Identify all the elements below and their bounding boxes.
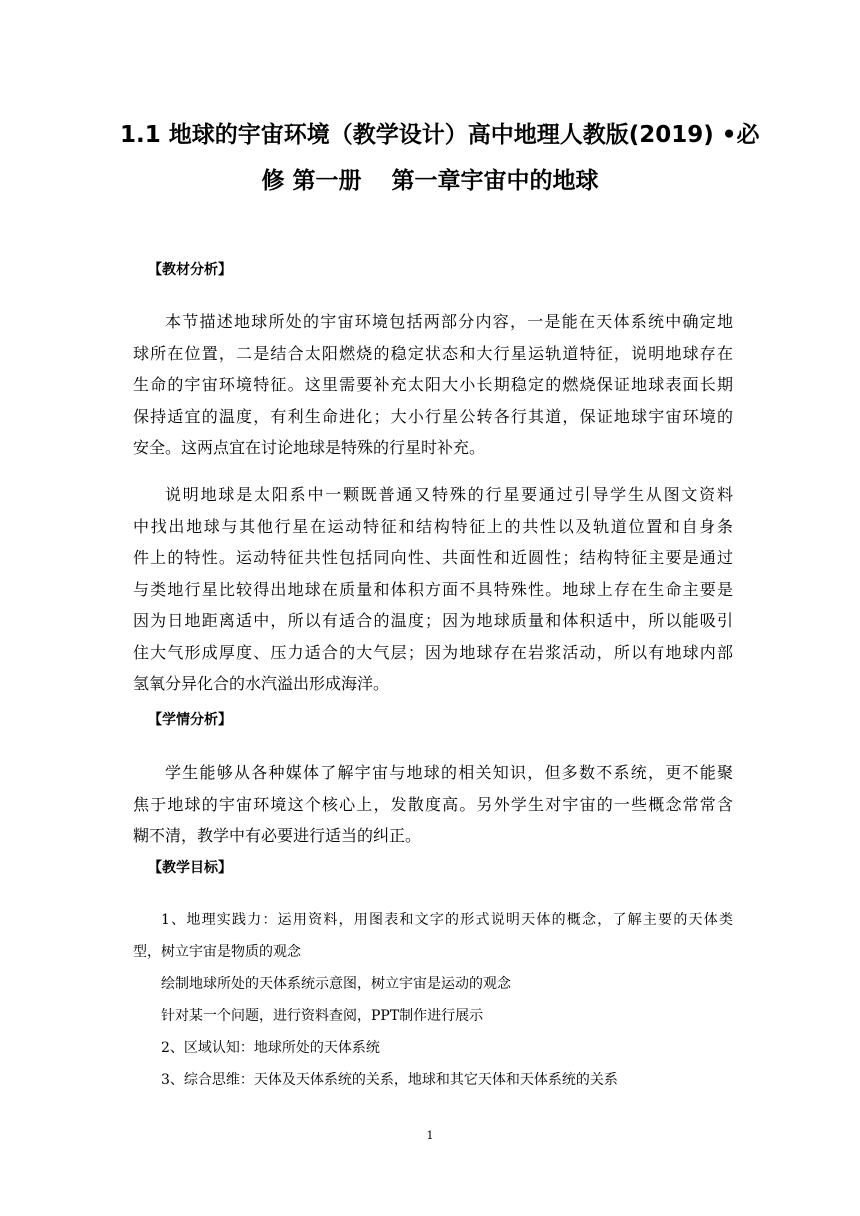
text-line: 件上的特性。运动特征共性包括同向性、共面性和近圆性；结构特征主要是通过 [133, 548, 733, 567]
text-line: 因为日地距离适中，所以有适合的温度；因为地球质量和体积适中，所以能吸引 [133, 611, 733, 630]
goal-line: 2、区域认知：地球所处的天体系统 [161, 1040, 380, 1056]
text-line: 安全。这两点宜在讨论地球是特殊的行星时补充。 [133, 438, 486, 457]
text-line: 焦于地球的宇宙环境这个核心上，发散度高。另外学生对宇宙的一些概念常常含 [133, 794, 733, 814]
title-line-2-part-a: 修 第一册 [261, 168, 362, 194]
goal-line: 型，树立宇宙是物质的观念 [133, 944, 301, 960]
page-number: 1 [426, 1129, 434, 1142]
title-line-1: 1.1 地球的宇宙环境（教学设计）高中地理人教版(2019) •必 [120, 122, 760, 148]
text-line: 氢氧分异化合的水汽溢出形成海洋。 [133, 674, 390, 693]
text-line: 生命的宇宙环境特征。这里需要补充太阳大小长期稳定的燃烧保证地球表面长期 [133, 375, 733, 394]
text-line: 中找出地球与其他行星在运动特征和结构特征上的共性以及轨道位置和自身条 [133, 516, 733, 536]
text-line: 保持适宜的温度，有利生命进化；大小行星公转各行其道，保证地球宇宙环境的 [133, 406, 733, 426]
goal-line: 1、地理实践力：运用资料，用图表和文字的形式说明天体的概念，了解主要的天体类 [161, 912, 733, 928]
title-line-2 [120, 158, 740, 204]
goal-line: 绘制地球所处的天体系统示意图，树立宇宙是运动的观念 [161, 976, 511, 992]
text-line: 糊不清，教学中有必要进行适当的纠正。 [133, 826, 422, 845]
text-line: 与类地行星比较得出地球在质量和体积方面不具特殊性。地球上存在生命主要是 [133, 579, 733, 599]
goal-line: 针对某一个问题，进行资料查阅，PPT制作进行展示 [161, 1008, 484, 1024]
paragraph-student-1 [133, 757, 733, 852]
document-title [120, 112, 760, 204]
heading-material-analysis: 【教材分析】 [148, 262, 232, 278]
text-line: 住大气形成厚度、压力适合的大气层；因为地球存在岩浆活动，所以有地球内部 [133, 642, 733, 662]
goal-line: 3、综合思维：天体及天体系统的关系，地球和其它天体和天体系统的关系 [161, 1072, 618, 1088]
heading-teaching-goals: 【教学目标】 [148, 860, 232, 876]
title-line-2-part-b: 第一章宇宙中的地球 [391, 168, 599, 194]
list-teaching-goals [133, 904, 733, 1096]
paragraph-material-2 [133, 479, 733, 700]
text-line: 本节描述地球所处的宇宙环境包括两部分内容，一是能在天体系统中确定地 [165, 312, 733, 331]
text-line: 学生能够从各种媒体了解宇宙与地球的相关知识，但多数不系统，更不能聚 [165, 763, 733, 782]
heading-student-analysis: 【学情分析】 [148, 712, 232, 728]
paragraph-material-1 [133, 306, 733, 464]
text-line: 球所在位置，二是结合太阳燃烧的稳定状态和大行星运轨道特征，说明地球存在 [133, 343, 733, 363]
text-line: 说明地球是太阳系中一颗既普通又特殊的行星要通过引导学生从图文资料 [165, 485, 733, 504]
